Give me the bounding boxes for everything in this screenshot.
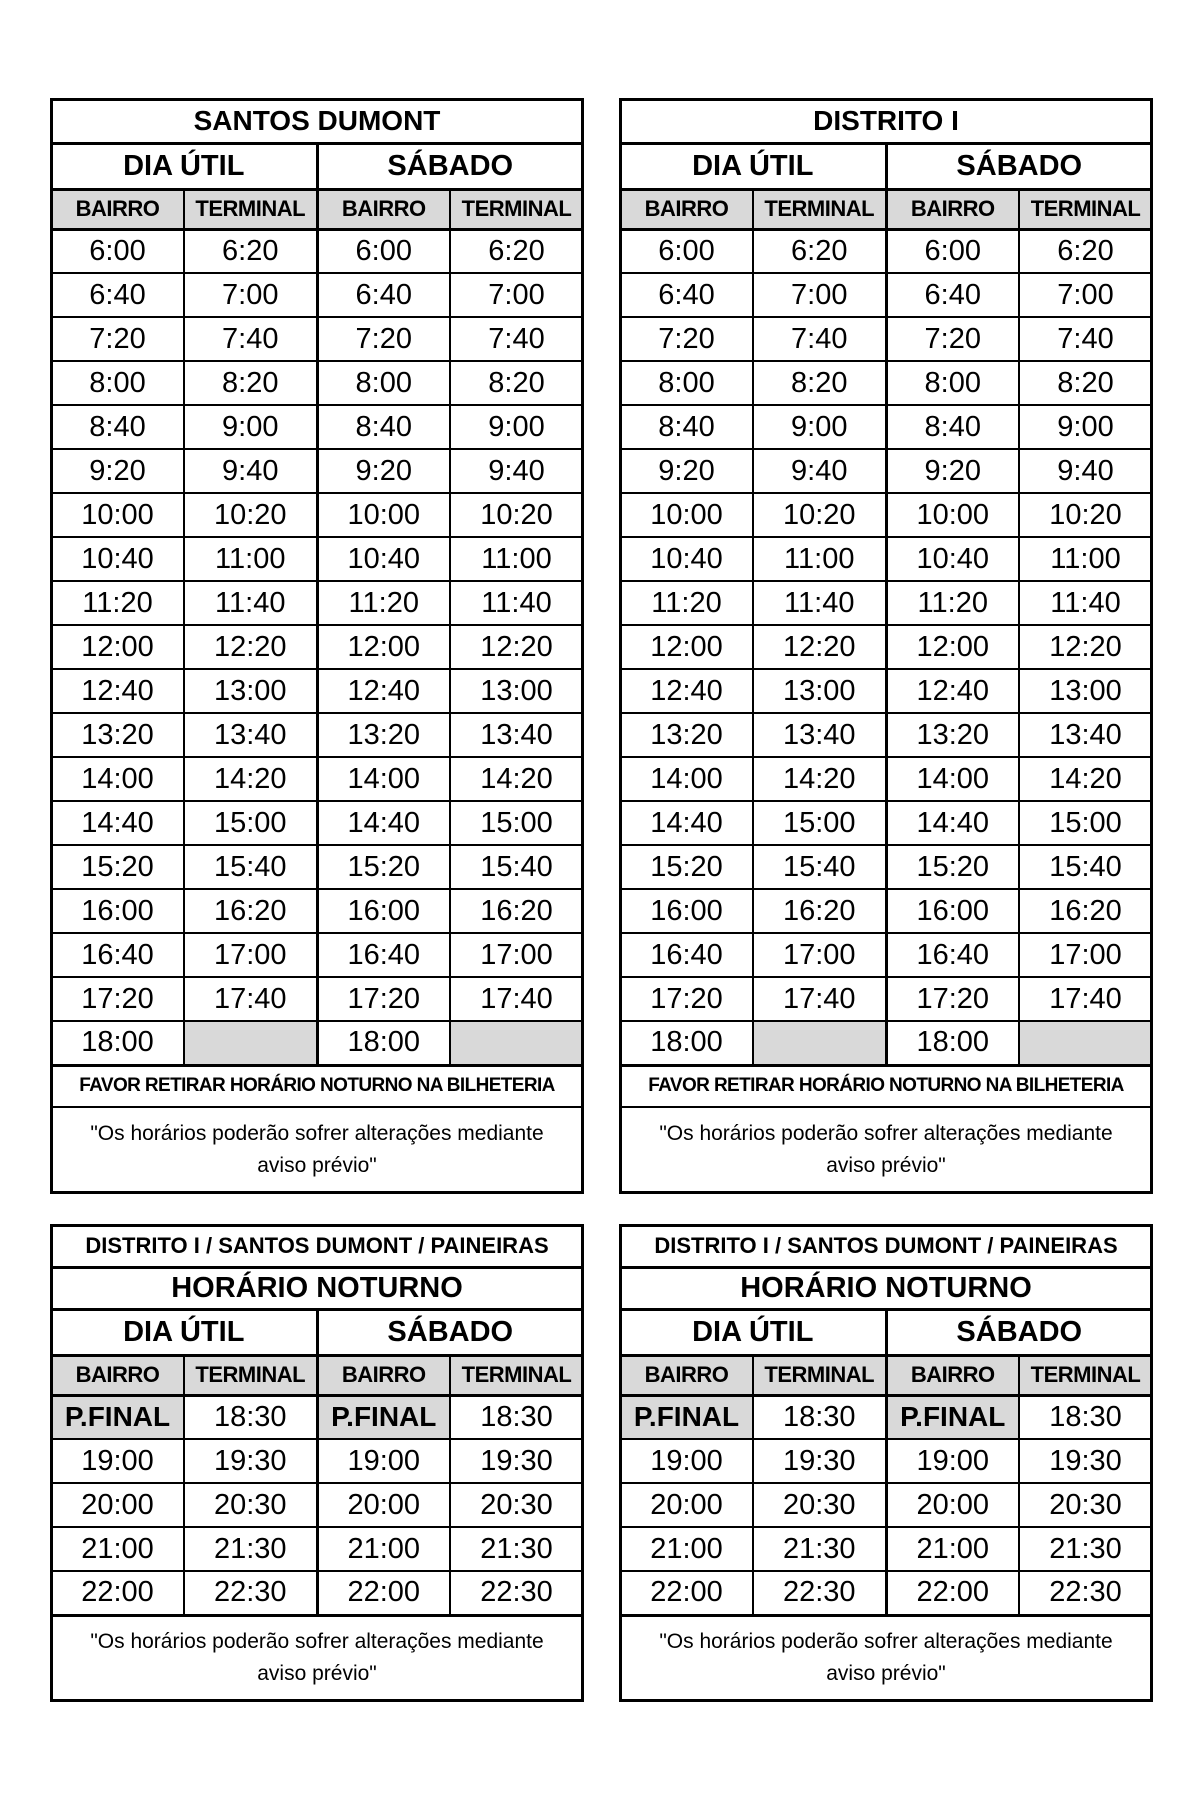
bairro-time-cell: 20:00 xyxy=(620,1483,753,1527)
bairro-time-cell: 12:40 xyxy=(51,669,184,713)
column-header-terminal: TERMINAL xyxy=(184,1355,317,1395)
bairro-time-cell: 9:20 xyxy=(51,449,184,493)
terminal-time-cell: 6:20 xyxy=(753,229,886,273)
terminal-time-cell: 19:30 xyxy=(184,1439,317,1483)
table-row xyxy=(620,1527,1152,1571)
bairro-time-cell: 7:20 xyxy=(317,317,450,361)
table-row xyxy=(51,273,583,317)
terminal-time-cell: 22:30 xyxy=(184,1571,317,1615)
terminal-time-cell: 11:40 xyxy=(184,581,317,625)
bairro-time-cell: 8:00 xyxy=(317,361,450,405)
table-row xyxy=(51,229,583,273)
terminal-time-cell: 7:00 xyxy=(753,273,886,317)
table-row xyxy=(620,1483,1152,1527)
terminal-time-cell: 20:30 xyxy=(450,1483,583,1527)
bairro-time-cell: 22:00 xyxy=(317,1571,450,1615)
table-row xyxy=(51,757,583,801)
table-row xyxy=(51,1571,583,1615)
terminal-time-cell: 14:20 xyxy=(753,757,886,801)
terminal-time-cell: 17:40 xyxy=(450,977,583,1021)
empty-cell xyxy=(1019,1021,1152,1065)
bairro-time-cell: 18:00 xyxy=(317,1021,450,1065)
bairro-time-cell: 10:00 xyxy=(317,493,450,537)
table-row xyxy=(620,1021,1152,1065)
bairro-time-cell: 16:00 xyxy=(886,889,1019,933)
bairro-time-cell: 19:00 xyxy=(620,1439,753,1483)
terminal-time-cell: 13:40 xyxy=(450,713,583,757)
terminal-time-cell: 10:20 xyxy=(1019,493,1152,537)
terminal-time-cell: 8:20 xyxy=(184,361,317,405)
bairro-time-cell: 7:20 xyxy=(51,317,184,361)
terminal-time-cell: 16:20 xyxy=(184,889,317,933)
final-stop-cell: P.FINAL xyxy=(886,1395,1019,1439)
table-row xyxy=(51,537,583,581)
table-row xyxy=(51,317,583,361)
terminal-time-cell: 7:00 xyxy=(450,273,583,317)
terminal-time-cell: 14:20 xyxy=(1019,757,1152,801)
terminal-time-cell: 15:00 xyxy=(184,801,317,845)
column-header-bairro: BAIRRO xyxy=(51,189,184,229)
table-row xyxy=(51,361,583,405)
terminal-time-cell: 21:30 xyxy=(1019,1527,1152,1571)
bairro-time-cell: 13:20 xyxy=(317,713,450,757)
terminal-time-cell: 20:30 xyxy=(1019,1483,1152,1527)
bairro-time-cell: 6:40 xyxy=(886,273,1019,317)
bairro-time-cell: 12:00 xyxy=(886,625,1019,669)
terminal-time-cell: 7:00 xyxy=(1019,273,1152,317)
table-row xyxy=(620,669,1152,713)
bairro-time-cell: 7:20 xyxy=(886,317,1019,361)
table-title: DISTRITO I / SANTOS DUMONT / PAINEIRAS xyxy=(51,1225,583,1267)
disclaimer: "Os horários poderão sofrer alterações mediante aviso prévio" xyxy=(620,1615,1152,1701)
bairro-time-cell: 18:00 xyxy=(51,1021,184,1065)
terminal-time-cell: 9:40 xyxy=(184,449,317,493)
table-row xyxy=(51,801,583,845)
terminal-time-cell: 9:00 xyxy=(450,405,583,449)
timetable-santos-dumont xyxy=(50,98,584,1194)
bairro-time-cell: 14:00 xyxy=(51,757,184,801)
night-schedule-notice: FAVOR RETIRAR HORÁRIO NOTURNO NA BILHETERIA xyxy=(51,1065,583,1107)
bairro-time-cell: 12:40 xyxy=(620,669,753,713)
table-title: SANTOS DUMONT xyxy=(51,99,583,143)
table-subtitle: HORÁRIO NOTURNO xyxy=(51,1267,583,1309)
bairro-time-cell: 21:00 xyxy=(51,1527,184,1571)
table-row xyxy=(51,625,583,669)
bairro-time-cell: 16:40 xyxy=(51,933,184,977)
bairro-time-cell: 6:00 xyxy=(51,229,184,273)
bairro-time-cell: 8:40 xyxy=(317,405,450,449)
table-row xyxy=(51,713,583,757)
bairro-time-cell: 14:40 xyxy=(886,801,1019,845)
terminal-time-cell: 8:20 xyxy=(1019,361,1152,405)
bairro-time-cell: 16:00 xyxy=(51,889,184,933)
bairro-time-cell: 18:00 xyxy=(620,1021,753,1065)
timetable-night-right xyxy=(619,1224,1153,1702)
terminal-time-cell: 14:20 xyxy=(184,757,317,801)
terminal-time-cell: 15:40 xyxy=(184,845,317,889)
table-row xyxy=(51,1021,583,1065)
bairro-time-cell: 14:00 xyxy=(886,757,1019,801)
column-header-bairro: BAIRRO xyxy=(620,189,753,229)
table-row xyxy=(620,493,1152,537)
bairro-time-cell: 13:20 xyxy=(620,713,753,757)
night-schedule-notice: FAVOR RETIRAR HORÁRIO NOTURNO NA BILHETERIA xyxy=(620,1065,1152,1107)
terminal-time-cell: 18:30 xyxy=(450,1395,583,1439)
table-row xyxy=(51,1439,583,1483)
terminal-time-cell: 6:20 xyxy=(1019,229,1152,273)
terminal-time-cell: 13:00 xyxy=(753,669,886,713)
terminal-time-cell: 15:00 xyxy=(1019,801,1152,845)
terminal-time-cell: 13:00 xyxy=(184,669,317,713)
table-row xyxy=(620,977,1152,1021)
bairro-time-cell: 10:40 xyxy=(317,537,450,581)
bairro-time-cell: 15:20 xyxy=(620,845,753,889)
table-row xyxy=(620,713,1152,757)
column-header-terminal: TERMINAL xyxy=(1019,189,1152,229)
table-row xyxy=(51,977,583,1021)
bairro-time-cell: 19:00 xyxy=(317,1439,450,1483)
terminal-time-cell: 11:00 xyxy=(1019,537,1152,581)
final-stop-cell: P.FINAL xyxy=(51,1395,184,1439)
column-header-terminal: TERMINAL xyxy=(753,189,886,229)
table-row xyxy=(620,273,1152,317)
column-header-bairro: BAIRRO xyxy=(317,189,450,229)
terminal-time-cell: 11:00 xyxy=(184,537,317,581)
bairro-time-cell: 20:00 xyxy=(317,1483,450,1527)
bairro-time-cell: 20:00 xyxy=(51,1483,184,1527)
terminal-time-cell: 17:00 xyxy=(184,933,317,977)
bairro-time-cell: 6:40 xyxy=(317,273,450,317)
bairro-time-cell: 13:20 xyxy=(886,713,1019,757)
bairro-time-cell: 18:00 xyxy=(886,1021,1019,1065)
bairro-time-cell: 19:00 xyxy=(886,1439,1019,1483)
terminal-time-cell: 19:30 xyxy=(753,1439,886,1483)
day-header-weekday: DIA ÚTIL xyxy=(51,143,317,189)
day-header-weekday: DIA ÚTIL xyxy=(620,143,886,189)
bairro-time-cell: 9:20 xyxy=(620,449,753,493)
terminal-time-cell: 13:00 xyxy=(450,669,583,713)
column-header-terminal: TERMINAL xyxy=(753,1355,886,1395)
table-row xyxy=(620,1439,1152,1483)
bairro-time-cell: 8:00 xyxy=(886,361,1019,405)
terminal-time-cell: 12:20 xyxy=(450,625,583,669)
table-row xyxy=(620,449,1152,493)
table-row xyxy=(620,933,1152,977)
terminal-time-cell: 10:20 xyxy=(450,493,583,537)
table-row xyxy=(51,581,583,625)
column-header-terminal: TERMINAL xyxy=(450,1355,583,1395)
final-stop-cell: P.FINAL xyxy=(620,1395,753,1439)
terminal-time-cell: 9:00 xyxy=(1019,405,1152,449)
column-header-bairro: BAIRRO xyxy=(51,1355,184,1395)
terminal-time-cell: 10:20 xyxy=(184,493,317,537)
table-row xyxy=(620,625,1152,669)
bairro-time-cell: 9:20 xyxy=(886,449,1019,493)
terminal-time-cell: 17:40 xyxy=(753,977,886,1021)
terminal-time-cell: 13:00 xyxy=(1019,669,1152,713)
empty-cell xyxy=(450,1021,583,1065)
table-row xyxy=(51,845,583,889)
terminal-time-cell: 13:40 xyxy=(1019,713,1152,757)
terminal-time-cell: 15:40 xyxy=(450,845,583,889)
table-subtitle: HORÁRIO NOTURNO xyxy=(620,1267,1152,1309)
terminal-time-cell: 7:40 xyxy=(184,317,317,361)
bairro-time-cell: 19:00 xyxy=(51,1439,184,1483)
bairro-time-cell: 21:00 xyxy=(886,1527,1019,1571)
terminal-time-cell: 6:20 xyxy=(450,229,583,273)
bairro-time-cell: 17:20 xyxy=(51,977,184,1021)
final-stop-cell: P.FINAL xyxy=(317,1395,450,1439)
terminal-time-cell: 7:40 xyxy=(450,317,583,361)
terminal-time-cell: 8:20 xyxy=(753,361,886,405)
table-row xyxy=(51,669,583,713)
day-header-saturday: SÁBADO xyxy=(317,143,583,189)
bairro-time-cell: 22:00 xyxy=(620,1571,753,1615)
table-row xyxy=(51,405,583,449)
bairro-time-cell: 8:40 xyxy=(51,405,184,449)
bairro-time-cell: 15:20 xyxy=(317,845,450,889)
bairro-time-cell: 11:20 xyxy=(886,581,1019,625)
terminal-time-cell: 22:30 xyxy=(1019,1571,1152,1615)
table-row xyxy=(620,845,1152,889)
terminal-time-cell: 16:20 xyxy=(753,889,886,933)
day-header-saturday: SÁBADO xyxy=(886,143,1152,189)
terminal-time-cell: 11:40 xyxy=(1019,581,1152,625)
terminal-time-cell: 15:00 xyxy=(450,801,583,845)
terminal-time-cell: 12:20 xyxy=(184,625,317,669)
bairro-time-cell: 10:40 xyxy=(620,537,753,581)
bairro-time-cell: 16:00 xyxy=(317,889,450,933)
day-header-saturday: SÁBADO xyxy=(886,1309,1152,1355)
bairro-time-cell: 14:00 xyxy=(317,757,450,801)
terminal-time-cell: 20:30 xyxy=(753,1483,886,1527)
column-header-bairro: BAIRRO xyxy=(620,1355,753,1395)
terminal-time-cell: 22:30 xyxy=(753,1571,886,1615)
bairro-time-cell: 21:00 xyxy=(620,1527,753,1571)
bairro-time-cell: 14:40 xyxy=(51,801,184,845)
table-row xyxy=(51,933,583,977)
table-row xyxy=(51,449,583,493)
bairro-time-cell: 6:00 xyxy=(317,229,450,273)
day-header-weekday: DIA ÚTIL xyxy=(620,1309,886,1355)
terminal-time-cell: 15:40 xyxy=(1019,845,1152,889)
bairro-time-cell: 12:00 xyxy=(620,625,753,669)
table-row xyxy=(620,361,1152,405)
terminal-time-cell: 8:20 xyxy=(450,361,583,405)
terminal-time-cell: 18:30 xyxy=(753,1395,886,1439)
column-header-bairro: BAIRRO xyxy=(886,189,1019,229)
bairro-time-cell: 15:20 xyxy=(51,845,184,889)
table-row xyxy=(620,581,1152,625)
table-row xyxy=(620,537,1152,581)
terminal-time-cell: 10:20 xyxy=(753,493,886,537)
bairro-time-cell: 17:20 xyxy=(317,977,450,1021)
terminal-time-cell: 6:20 xyxy=(184,229,317,273)
bairro-time-cell: 6:40 xyxy=(620,273,753,317)
bairro-time-cell: 15:20 xyxy=(886,845,1019,889)
table-row xyxy=(51,493,583,537)
column-header-terminal: TERMINAL xyxy=(184,189,317,229)
table-row xyxy=(620,405,1152,449)
table-row xyxy=(51,1395,583,1439)
table-row xyxy=(620,757,1152,801)
disclaimer: "Os horários poderão sofrer alterações mediante aviso prévio" xyxy=(620,1107,1152,1193)
bairro-time-cell: 11:20 xyxy=(317,581,450,625)
empty-cell xyxy=(753,1021,886,1065)
terminal-time-cell: 21:30 xyxy=(184,1527,317,1571)
bairro-time-cell: 6:40 xyxy=(51,273,184,317)
bairro-time-cell: 12:40 xyxy=(317,669,450,713)
bairro-time-cell: 10:00 xyxy=(886,493,1019,537)
terminal-time-cell: 22:30 xyxy=(450,1571,583,1615)
terminal-time-cell: 13:40 xyxy=(753,713,886,757)
table-row xyxy=(51,889,583,933)
terminal-time-cell: 21:30 xyxy=(450,1527,583,1571)
terminal-time-cell: 14:20 xyxy=(450,757,583,801)
terminal-time-cell: 9:00 xyxy=(753,405,886,449)
disclaimer: "Os horários poderão sofrer alterações mediante aviso prévio" xyxy=(51,1107,583,1193)
bairro-time-cell: 8:40 xyxy=(886,405,1019,449)
terminal-time-cell: 17:40 xyxy=(1019,977,1152,1021)
column-header-bairro: BAIRRO xyxy=(886,1355,1019,1395)
bairro-time-cell: 9:20 xyxy=(317,449,450,493)
table-title: DISTRITO I / SANTOS DUMONT / PAINEIRAS xyxy=(620,1225,1152,1267)
table-row xyxy=(620,889,1152,933)
bairro-time-cell: 14:40 xyxy=(317,801,450,845)
table-row xyxy=(620,317,1152,361)
bairro-time-cell: 10:00 xyxy=(620,493,753,537)
terminal-time-cell: 15:40 xyxy=(753,845,886,889)
bairro-time-cell: 11:20 xyxy=(620,581,753,625)
table-row xyxy=(51,1527,583,1571)
bairro-time-cell: 6:00 xyxy=(620,229,753,273)
bairro-time-cell: 13:20 xyxy=(51,713,184,757)
terminal-time-cell: 9:00 xyxy=(184,405,317,449)
terminal-time-cell: 17:00 xyxy=(753,933,886,977)
terminal-time-cell: 21:30 xyxy=(753,1527,886,1571)
bairro-time-cell: 16:00 xyxy=(620,889,753,933)
bairro-time-cell: 12:00 xyxy=(51,625,184,669)
terminal-time-cell: 11:40 xyxy=(450,581,583,625)
bairro-time-cell: 14:40 xyxy=(620,801,753,845)
bairro-time-cell: 10:40 xyxy=(51,537,184,581)
bairro-time-cell: 17:20 xyxy=(620,977,753,1021)
terminal-time-cell: 12:20 xyxy=(753,625,886,669)
empty-cell xyxy=(184,1021,317,1065)
bairro-time-cell: 14:00 xyxy=(620,757,753,801)
terminal-time-cell: 17:40 xyxy=(184,977,317,1021)
terminal-time-cell: 11:40 xyxy=(753,581,886,625)
bairro-time-cell: 17:20 xyxy=(886,977,1019,1021)
terminal-time-cell: 12:20 xyxy=(1019,625,1152,669)
column-header-terminal: TERMINAL xyxy=(450,189,583,229)
terminal-time-cell: 19:30 xyxy=(1019,1439,1152,1483)
terminal-time-cell: 17:00 xyxy=(1019,933,1152,977)
column-header-bairro: BAIRRO xyxy=(317,1355,450,1395)
terminal-time-cell: 18:30 xyxy=(1019,1395,1152,1439)
table-row xyxy=(620,1395,1152,1439)
terminal-time-cell: 7:00 xyxy=(184,273,317,317)
terminal-time-cell: 17:00 xyxy=(450,933,583,977)
table-row xyxy=(620,801,1152,845)
terminal-time-cell: 15:00 xyxy=(753,801,886,845)
terminal-time-cell: 16:20 xyxy=(450,889,583,933)
table-row xyxy=(620,1571,1152,1615)
bairro-time-cell: 22:00 xyxy=(51,1571,184,1615)
bairro-time-cell: 8:40 xyxy=(620,405,753,449)
column-header-terminal: TERMINAL xyxy=(1019,1355,1152,1395)
bairro-time-cell: 21:00 xyxy=(317,1527,450,1571)
bairro-time-cell: 16:40 xyxy=(886,933,1019,977)
bairro-time-cell: 12:00 xyxy=(317,625,450,669)
bairro-time-cell: 22:00 xyxy=(886,1571,1019,1615)
bairro-time-cell: 8:00 xyxy=(51,361,184,405)
terminal-time-cell: 7:40 xyxy=(1019,317,1152,361)
disclaimer: "Os horários poderão sofrer alterações mediante aviso prévio" xyxy=(51,1615,583,1701)
bairro-time-cell: 16:40 xyxy=(620,933,753,977)
bairro-time-cell: 12:40 xyxy=(886,669,1019,713)
terminal-time-cell: 11:00 xyxy=(450,537,583,581)
bairro-time-cell: 8:00 xyxy=(620,361,753,405)
timetable-distrito-i xyxy=(619,98,1153,1194)
bairro-time-cell: 20:00 xyxy=(886,1483,1019,1527)
terminal-time-cell: 19:30 xyxy=(450,1439,583,1483)
day-header-weekday: DIA ÚTIL xyxy=(51,1309,317,1355)
terminal-time-cell: 9:40 xyxy=(450,449,583,493)
bairro-time-cell: 11:20 xyxy=(51,581,184,625)
table-row xyxy=(51,1483,583,1527)
bairro-time-cell: 10:00 xyxy=(51,493,184,537)
terminal-time-cell: 9:40 xyxy=(1019,449,1152,493)
terminal-time-cell: 9:40 xyxy=(753,449,886,493)
terminal-time-cell: 20:30 xyxy=(184,1483,317,1527)
bairro-time-cell: 7:20 xyxy=(620,317,753,361)
bairro-time-cell: 10:40 xyxy=(886,537,1019,581)
table-row xyxy=(620,229,1152,273)
terminal-time-cell: 11:00 xyxy=(753,537,886,581)
terminal-time-cell: 13:40 xyxy=(184,713,317,757)
bairro-time-cell: 6:00 xyxy=(886,229,1019,273)
terminal-time-cell: 7:40 xyxy=(753,317,886,361)
bairro-time-cell: 16:40 xyxy=(317,933,450,977)
terminal-time-cell: 18:30 xyxy=(184,1395,317,1439)
terminal-time-cell: 16:20 xyxy=(1019,889,1152,933)
day-header-saturday: SÁBADO xyxy=(317,1309,583,1355)
table-title: DISTRITO I xyxy=(620,99,1152,143)
timetable-night-left xyxy=(50,1224,584,1702)
